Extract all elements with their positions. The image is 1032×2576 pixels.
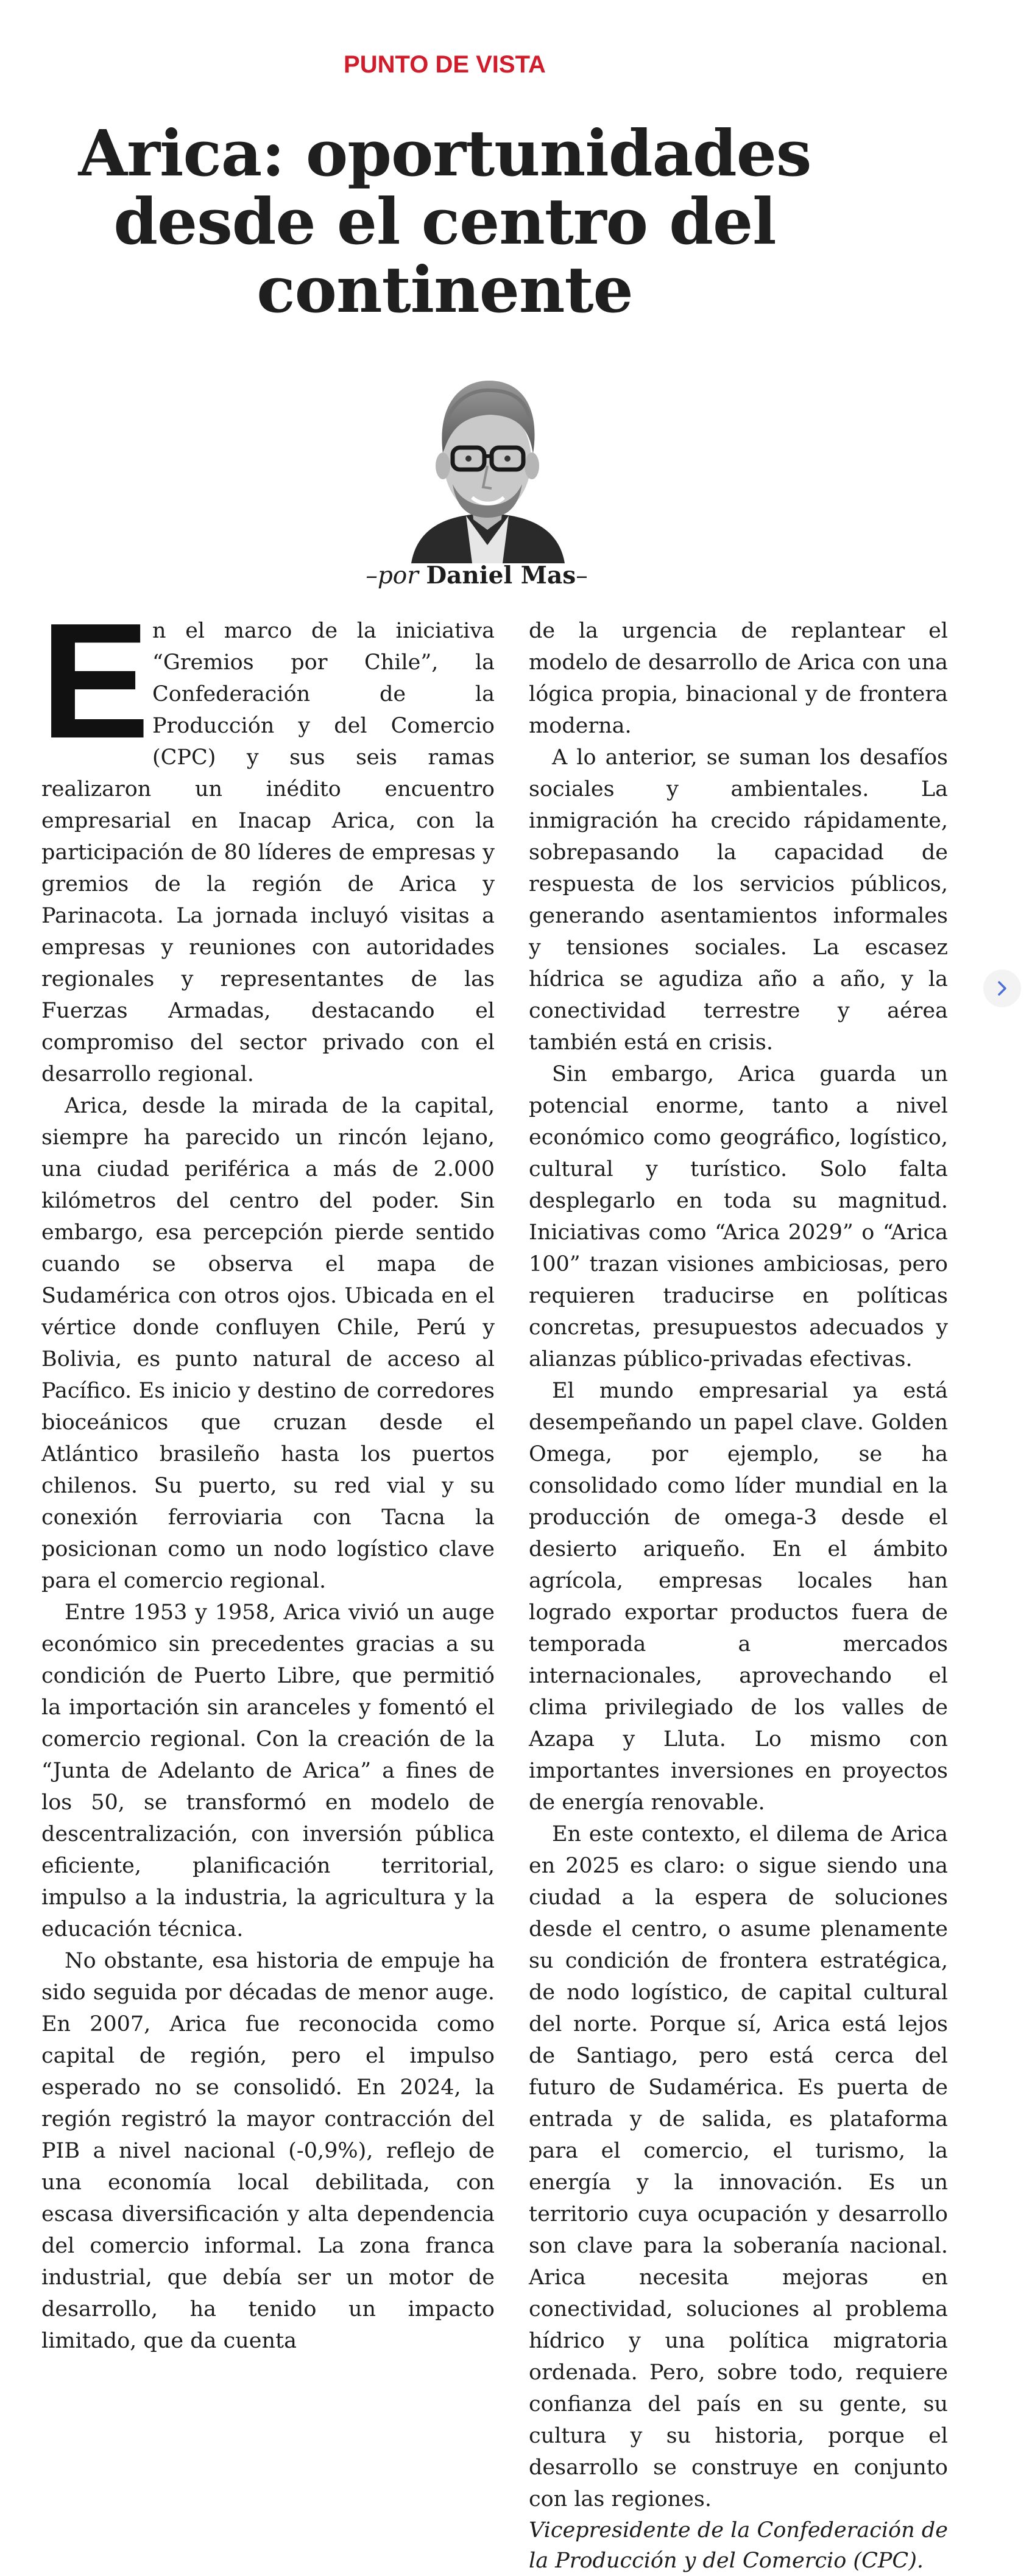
article-column-left [40, 589, 495, 2353]
chevron-right-icon [993, 979, 1011, 998]
author-signature: Vicepresidente de la Confederación de la Producción y del Comercio (CPC). [529, 2518, 948, 2573]
next-page-button[interactable] [983, 970, 1021, 1007]
section-label: PUNTO DE VISTA [344, 51, 546, 78]
headline: Arica: oportunidades desde el centro del continente [78, 116, 811, 327]
byline-suffix: – [576, 562, 588, 589]
author-portrait [399, 362, 576, 563]
paragraph-2: Arica, desde la mirada de la capital, siempre ha parecido un rincón lejano, una ciudad periférica a más de 2.000 kilómetros del centro del poder. Sin embargo, esa percepción pierde sentido cuando se observa el mapa de Sudamérica con otros ojos. Ubicada en el vértice donde confluyen Chile, Perú y Bolivia, es punto natural de acceso al Pacífico. Es inicio y destino de corredores bioceánicos que cruzan desde el Atlántico brasileño hasta los puertos chilenos. Su puerto, su red vial y su conexión ferroviaria con Tacna la posicionan como un nodo logístico clave para el comercio regional. [41, 1094, 495, 1593]
article-column-right [495, 615, 948, 2573]
paragraph-4-end: de la urgencia de replantear el modelo de desarrollo de Arica con una lógica propia, binacional y de frontera moderna. [529, 619, 948, 738]
byline [0, 561, 953, 589]
paragraph-3: Entre 1953 y 1958, Arica vivió un auge económico sin precedentes gracias a su condición de Puerto Libre, que permitió la importación sin aranceles y fomentó el comercio regional. Con la creación de la “Junta de Adelanto de Arica” a fines de los 50, se transformó en modelo de descentralización, con inversión pública eficiente, planificación territorial, impulso a la industria, la agricultura y la educación técnica. [41, 1600, 495, 1941]
paragraph-4-start: No obstante, esa historia de empuje ha sido seguida por décadas de menor auge. En 2007, Arica fue reconocida como capital de región, pero el impulso esperado no se consolidó. En 2024, la región registró la mayor contracción del PIB a nivel nacional (-0,9%), reflejo de una economía local debilitada, con escasa diversificación y alta dependencia del comercio informal. La zona franca industrial, que debía ser un motor de desarrollo, ha tenido un impacto limitado, que da cuenta [41, 1949, 495, 2353]
drop-cap: E [40, 589, 150, 773]
paragraph-7: El mundo empresarial ya está desempeñando un papel clave. Golden Omega, por ejemplo, se ha consolidado como líder mundial en la producción de omega-3 desde el desierto ariqueño. En el ámbito agrícola, empresas locales han logrado exportar productos fuera de temporada a mercados internacionales, aprovechando el clima privilegiado de los valles de Azapa y Lluta. Lo mismo con importantes inversiones en proyectos de energía renovable. [529, 1379, 948, 1815]
paragraph-1 [40, 589, 495, 1090]
paragraph-5: A lo anterior, se suman los desafíos sociales y ambientales. La inmigración ha crecido rápidamente, sobrepasando la capacidad de respuesta de los servicios públicos, generando asentamientos informales y tensiones sociales. La escasez hídrica se agudiza año a año, y la conectividad terrestre y aérea también está en crisis. [529, 745, 948, 1055]
paragraph-1-text: n el marco de la iniciativa “Gremios por Chile”, la Confederación de la Producción y del Comercio (CPC) y sus seis ramas realizaron un inédito encuentro empresarial en Inacap Arica, con la participación de 80 líderes de empresas y gremios de la región de Arica y Parinacota. La jornada incluyó visitas a empresas y reuniones con autoridades regionales y representantes de las Fuerzas Armadas, destacando el compromiso del sector privado con el desarrollo regional. [41, 619, 495, 1086]
author-name: Daniel Mas [426, 561, 576, 589]
paragraph-8: En este contexto, el dilema de Arica en 2025 es claro: o sigue siendo una ciudad a la espera de soluciones desde el centro, o asume plenamente su condición de frontera estratégica, de nodo logístico, de capital cultural del norte. Porque sí, Arica está lejos de Santiago, pero está cerca del futuro de Sudamérica. Es puerta de entrada y de salida, es plataforma para el comercio, el turismo, la energía y la innovación. Es un territorio cuya ocupación y desarrollo son clave para la soberanía nacional. Arica necesita mejoras en conectividad, soluciones al problema hídrico y una política migratoria ordenada. Pero, sobre todo, requiere confianza del país en su gente, su cultura y su historia, porque el desarrollo se construye en conjunto con las regiones. [529, 1822, 948, 2511]
byline-prefix: –por [366, 562, 426, 589]
paragraph-6: Sin embargo, Arica guarda un potencial enorme, tanto a nivel económico como geográfico, logístico, cultural y turístico. Solo falta desplegarlo en toda su magnitud. Iniciativas como “Arica 2029” o “Arica 100” trazan visiones ambiciosas, pero requieren traducirse en políticas concretas, presupuestos adecuados y alianzas público-privadas efectivas. [529, 1062, 948, 1371]
